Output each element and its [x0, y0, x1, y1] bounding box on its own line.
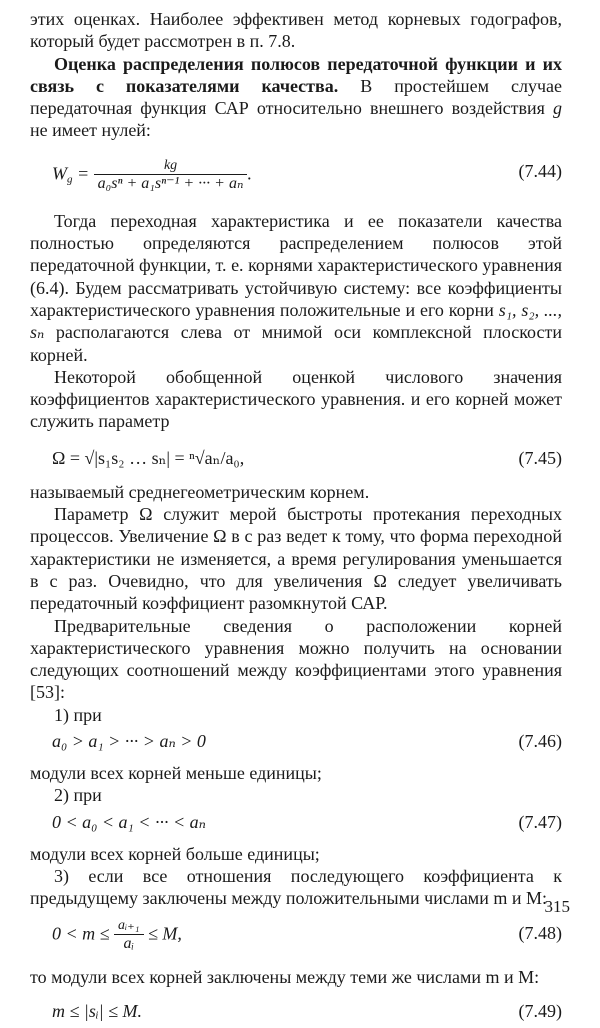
equation-7-47: 0 < a₀ < a₁ < ··· < aₙ (7.47)	[52, 811, 562, 832]
equation-number: (7.49)	[518, 1000, 562, 1021]
condition-label: 2) при	[54, 785, 102, 806]
condition-label: 1) при	[54, 704, 102, 725]
equation-number: (7.45)	[518, 447, 562, 468]
paragraph: Параметр Ω служит мерой быстроты протекания переходных процессов. Увеличение Ω в c раз ведет к тому, что форма переходной характеристики не изменяется, а время регулирования уменьшается в c раз. Очевидно, что для увеличения Ω следует увеличивать передаточный коэффициент разомкнутой САР.	[30, 504, 562, 614]
equation-7-49: m ≤ |sᵢ| ≤ M. (7.49)	[52, 1000, 562, 1021]
page-text	[30, 8, 562, 1028]
section-heading: Оценка распределения полюсов передаточной функции и их связь с показателями качества.	[30, 53, 562, 96]
paragraph: модули всех корней меньше единицы;	[30, 763, 322, 784]
paragraph: Тогда переходная характеристика и ее показатели качества полностью определяются распределением полюсов этой передаточной функции, т. е. корнями характеристического уравнения (6.4). Будем рассматривать устойчивую систему: все коэффициенты характеристического уравнения положительные и его корни s₁, s₂, ..., sₙ располагаются слева от мнимой оси комплексной плоскости корней.	[30, 210, 563, 365]
equation-number: (7.46)	[518, 731, 562, 752]
paragraph: Предварительные сведения о расположении корней характеристического уравнения можно получить на основании следующих соотношений между коэффициентами этого уравнения [53]:	[30, 615, 562, 703]
page-number: 315	[544, 897, 570, 916]
paragraph: то модули всех корней заключены между теми же числами m и M:	[30, 966, 540, 987]
paragraph: Некоторой обобщенной оценкой числового значения коэффициентов характеристического уравнения. и его корней может служить параметр	[30, 366, 562, 432]
paragraph: 3) если все отношения последующего коэффициента к предыдущему заключены между положительными числами m и M:	[30, 865, 562, 909]
equation-number: (7.48)	[518, 922, 562, 943]
paragraph: этих оценках. Наиболее эффективен метод корневых годографов, который будет рассмотрен в п. 7.8.	[30, 9, 562, 52]
equation-7-45: Ω = √|s₁s₂ … sₙ| = ⁿ√aₙ/a₀, (7.45)	[52, 447, 562, 468]
equation-number: (7.47)	[518, 811, 562, 832]
equation-7-46: a₀ > a₁ > ··· > aₙ > 0 (7.46)	[52, 731, 562, 752]
equation-7-48: 0 < m ≤ $\frac{\text{aᵢ₊₁}}{\text{aᵢ}}$ ≤ M, (7.48)	[52, 917, 562, 952]
equation-7-44: $W_g$ = $\frac{kg}{\text{a₀sⁿ + a₁sⁿ⁻¹ + ··· + aₙ}}$ . (7.44)	[52, 157, 562, 192]
equation-number: (7.44)	[518, 160, 562, 181]
paragraph: модули всех корней больше единицы;	[30, 843, 320, 864]
paragraph: Оценка распределения полюсов передаточной функции и их связь с показателями качества. В простейшем случае передаточная функция САР относительно внешнего воздействия g не имеет нулей:	[30, 53, 562, 141]
paragraph: называемый среднегеометрическим корнем.	[30, 481, 370, 502]
